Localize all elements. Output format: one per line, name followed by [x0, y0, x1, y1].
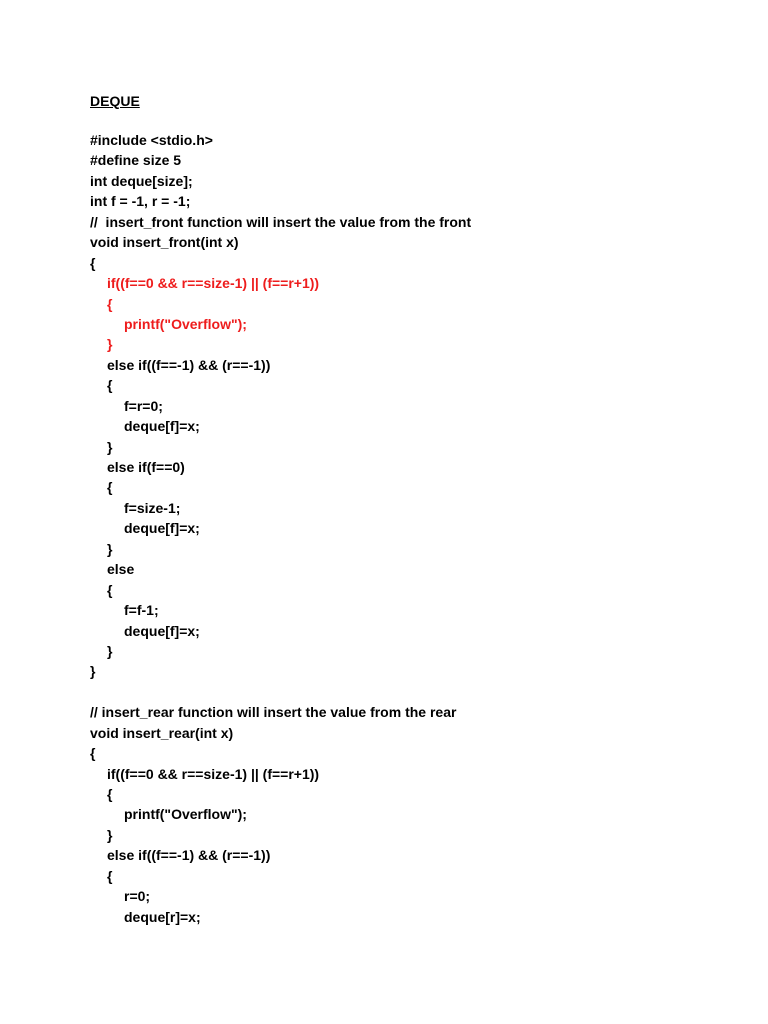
- code-line: {: [90, 254, 96, 271]
- code-line: void insert_front(int x): [90, 234, 239, 251]
- code-line: // insert_front function will insert the value from the front: [90, 213, 472, 230]
- code-line: void insert_rear(int x): [90, 724, 234, 741]
- code-listing: [90, 130, 730, 927]
- code-line: #include <stdio.h>: [90, 132, 213, 148]
- code-line: f=r=0;: [124, 397, 163, 414]
- document-title: DEQUE: [90, 93, 140, 109]
- code-line: {: [107, 786, 113, 802]
- code-line: {: [107, 581, 113, 598]
- code-line-highlighted: {: [107, 295, 113, 312]
- code-line: deque[f]=x;: [124, 520, 200, 537]
- code-line: if((f==0 && r==size-1) || (f==r+1)): [107, 765, 320, 782]
- code-line: f=f-1;: [124, 602, 159, 619]
- code-line: // insert_rear function will insert the value from the rear: [90, 704, 457, 721]
- code-line: }: [90, 663, 96, 680]
- code-line: {: [107, 479, 113, 496]
- code-line: }: [107, 540, 113, 557]
- code-line: {: [107, 377, 113, 394]
- code-line: else: [107, 561, 135, 578]
- code-line: #define size 5: [90, 152, 182, 169]
- code-line: deque[f]=x;: [124, 418, 200, 435]
- code-line: {: [107, 867, 113, 884]
- code-line-highlighted: }: [107, 336, 113, 353]
- code-line: {: [90, 745, 96, 762]
- code-line: }: [107, 642, 113, 659]
- code-line: else if((f==-1) && (r==-1)): [107, 847, 271, 864]
- code-line: printf("Overflow");: [124, 806, 247, 823]
- code-line: [90, 682, 730, 702]
- code-line: r=0;: [124, 888, 151, 905]
- code-line: else if(f==0): [107, 459, 185, 475]
- code-line: }: [107, 826, 113, 843]
- code-line: f=size-1;: [124, 499, 181, 516]
- code-line: else if((f==-1) && (r==-1)): [107, 356, 271, 373]
- code-line-highlighted: printf("Overflow");: [124, 315, 247, 332]
- code-line: int deque[size];: [90, 172, 193, 189]
- code-line: deque[f]=x;: [124, 622, 200, 639]
- code-line: int f = -1, r = -1;: [90, 193, 191, 210]
- code-line: }: [107, 438, 113, 455]
- code-line: deque[r]=x;: [124, 908, 201, 925]
- code-line-highlighted: if((f==0 && r==size-1) || (f==r+1)): [107, 275, 320, 292]
